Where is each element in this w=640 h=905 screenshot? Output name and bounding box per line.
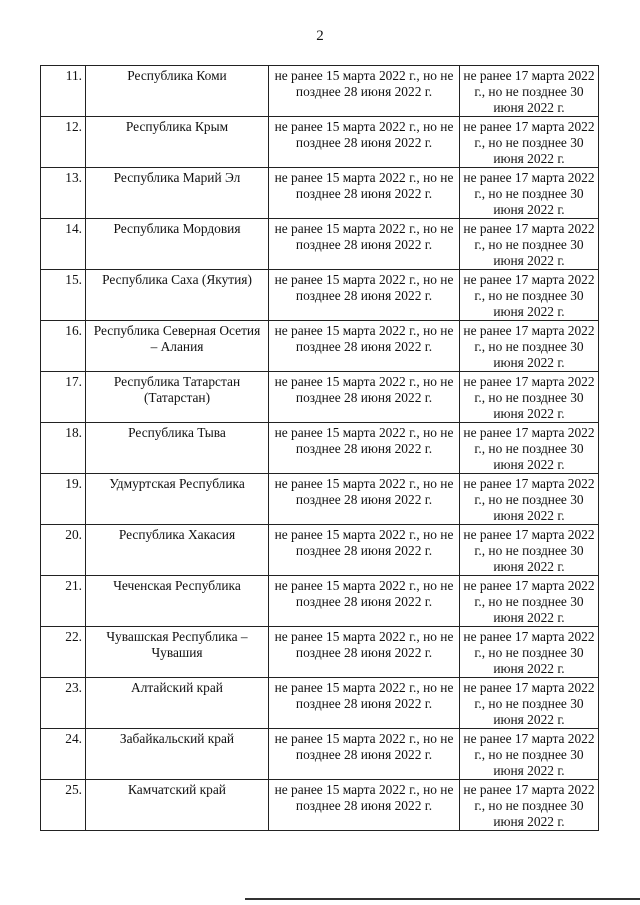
- table-row: [41, 474, 599, 525]
- schedule-table-body: [41, 66, 599, 831]
- end-period: не ранее 17 марта 2022 г., но не позднее 30 июня 2022 г.: [460, 474, 599, 525]
- region-name: Республика Саха (Якутия): [86, 270, 269, 321]
- row-number: 16.: [41, 321, 86, 372]
- region-name: Чувашская Республика – Чувашия: [86, 627, 269, 678]
- row-number: 12.: [41, 117, 86, 168]
- table-row: [41, 525, 599, 576]
- table-row: [41, 423, 599, 474]
- schedule-table: [40, 65, 599, 831]
- table-row: [41, 219, 599, 270]
- start-period: не ранее 15 марта 2022 г., но не позднее 28 июня 2022 г.: [269, 66, 460, 117]
- start-period: не ранее 15 марта 2022 г., но не позднее 28 июня 2022 г.: [269, 780, 460, 831]
- region-name: Республика Коми: [86, 66, 269, 117]
- region-name: Республика Крым: [86, 117, 269, 168]
- region-name: Чеченская Республика: [86, 576, 269, 627]
- row-number: 18.: [41, 423, 86, 474]
- row-number: 19.: [41, 474, 86, 525]
- region-name: Республика Мордовия: [86, 219, 269, 270]
- region-name: Республика Марий Эл: [86, 168, 269, 219]
- table-row: [41, 168, 599, 219]
- table-row: [41, 678, 599, 729]
- end-period: не ранее 17 марта 2022 г., но не позднее 30 июня 2022 г.: [460, 372, 599, 423]
- end-period: не ранее 17 марта 2022 г., но не позднее 30 июня 2022 г.: [460, 168, 599, 219]
- region-name: Удмуртская Республика: [86, 474, 269, 525]
- row-number: 13.: [41, 168, 86, 219]
- end-period: не ранее 17 марта 2022 г., но не позднее 30 июня 2022 г.: [460, 780, 599, 831]
- end-period: не ранее 17 марта 2022 г., но не позднее 30 июня 2022 г.: [460, 219, 599, 270]
- end-period: не ранее 17 марта 2022 г., но не позднее 30 июня 2022 г.: [460, 627, 599, 678]
- region-name: Республика Хакасия: [86, 525, 269, 576]
- row-number: 17.: [41, 372, 86, 423]
- row-number: 22.: [41, 627, 86, 678]
- start-period: не ранее 15 марта 2022 г., но не позднее 28 июня 2022 г.: [269, 219, 460, 270]
- table-row: [41, 627, 599, 678]
- start-period: не ранее 15 марта 2022 г., но не позднее 28 июня 2022 г.: [269, 423, 460, 474]
- row-number: 15.: [41, 270, 86, 321]
- end-period: не ранее 17 марта 2022 г., но не позднее 30 июня 2022 г.: [460, 525, 599, 576]
- start-period: не ранее 15 марта 2022 г., но не позднее 28 июня 2022 г.: [269, 525, 460, 576]
- page-number: 2: [316, 28, 324, 44]
- row-number: 21.: [41, 576, 86, 627]
- end-period: не ранее 17 марта 2022 г., но не позднее 30 июня 2022 г.: [460, 117, 599, 168]
- region-name: Республика Татарстан (Татарстан): [86, 372, 269, 423]
- region-name: Забайкальский край: [86, 729, 269, 780]
- region-name: Камчатский край: [86, 780, 269, 831]
- end-period: не ранее 17 марта 2022 г., но не позднее 30 июня 2022 г.: [460, 423, 599, 474]
- row-number: 11.: [41, 66, 86, 117]
- start-period: не ранее 15 марта 2022 г., но не позднее 28 июня 2022 г.: [269, 372, 460, 423]
- bottom-divider: [245, 898, 640, 900]
- region-name: Республика Тыва: [86, 423, 269, 474]
- start-period: не ранее 15 марта 2022 г., но не позднее 28 июня 2022 г.: [269, 474, 460, 525]
- start-period: не ранее 15 марта 2022 г., но не позднее 28 июня 2022 г.: [269, 168, 460, 219]
- row-number: 23.: [41, 678, 86, 729]
- table-row: [41, 372, 599, 423]
- table-row: [41, 321, 599, 372]
- row-number: 25.: [41, 780, 86, 831]
- table-row: [41, 270, 599, 321]
- end-period: не ранее 17 марта 2022 г., но не позднее 30 июня 2022 г.: [460, 66, 599, 117]
- row-number: 14.: [41, 219, 86, 270]
- start-period: не ранее 15 марта 2022 г., но не позднее 28 июня 2022 г.: [269, 270, 460, 321]
- start-period: не ранее 15 марта 2022 г., но не позднее 28 июня 2022 г.: [269, 678, 460, 729]
- table-row: [41, 66, 599, 117]
- end-period: не ранее 17 марта 2022 г., но не позднее 30 июня 2022 г.: [460, 729, 599, 780]
- region-name: Алтайский край: [86, 678, 269, 729]
- row-number: 20.: [41, 525, 86, 576]
- table-row: [41, 729, 599, 780]
- end-period: не ранее 17 марта 2022 г., но не позднее 30 июня 2022 г.: [460, 321, 599, 372]
- region-name: Республика Северная Осетия – Алания: [86, 321, 269, 372]
- start-period: не ранее 15 марта 2022 г., но не позднее 28 июня 2022 г.: [269, 627, 460, 678]
- end-period: не ранее 17 марта 2022 г., но не позднее 30 июня 2022 г.: [460, 576, 599, 627]
- table-row: [41, 576, 599, 627]
- row-number: 24.: [41, 729, 86, 780]
- table-row: [41, 117, 599, 168]
- start-period: не ранее 15 марта 2022 г., но не позднее 28 июня 2022 г.: [269, 729, 460, 780]
- end-period: не ранее 17 марта 2022 г., но не позднее 30 июня 2022 г.: [460, 270, 599, 321]
- start-period: не ранее 15 марта 2022 г., но не позднее 28 июня 2022 г.: [269, 321, 460, 372]
- start-period: не ранее 15 марта 2022 г., но не позднее 28 июня 2022 г.: [269, 576, 460, 627]
- end-period: не ранее 17 марта 2022 г., но не позднее 30 июня 2022 г.: [460, 678, 599, 729]
- start-period: не ранее 15 марта 2022 г., но не позднее 28 июня 2022 г.: [269, 117, 460, 168]
- table-row: [41, 780, 599, 831]
